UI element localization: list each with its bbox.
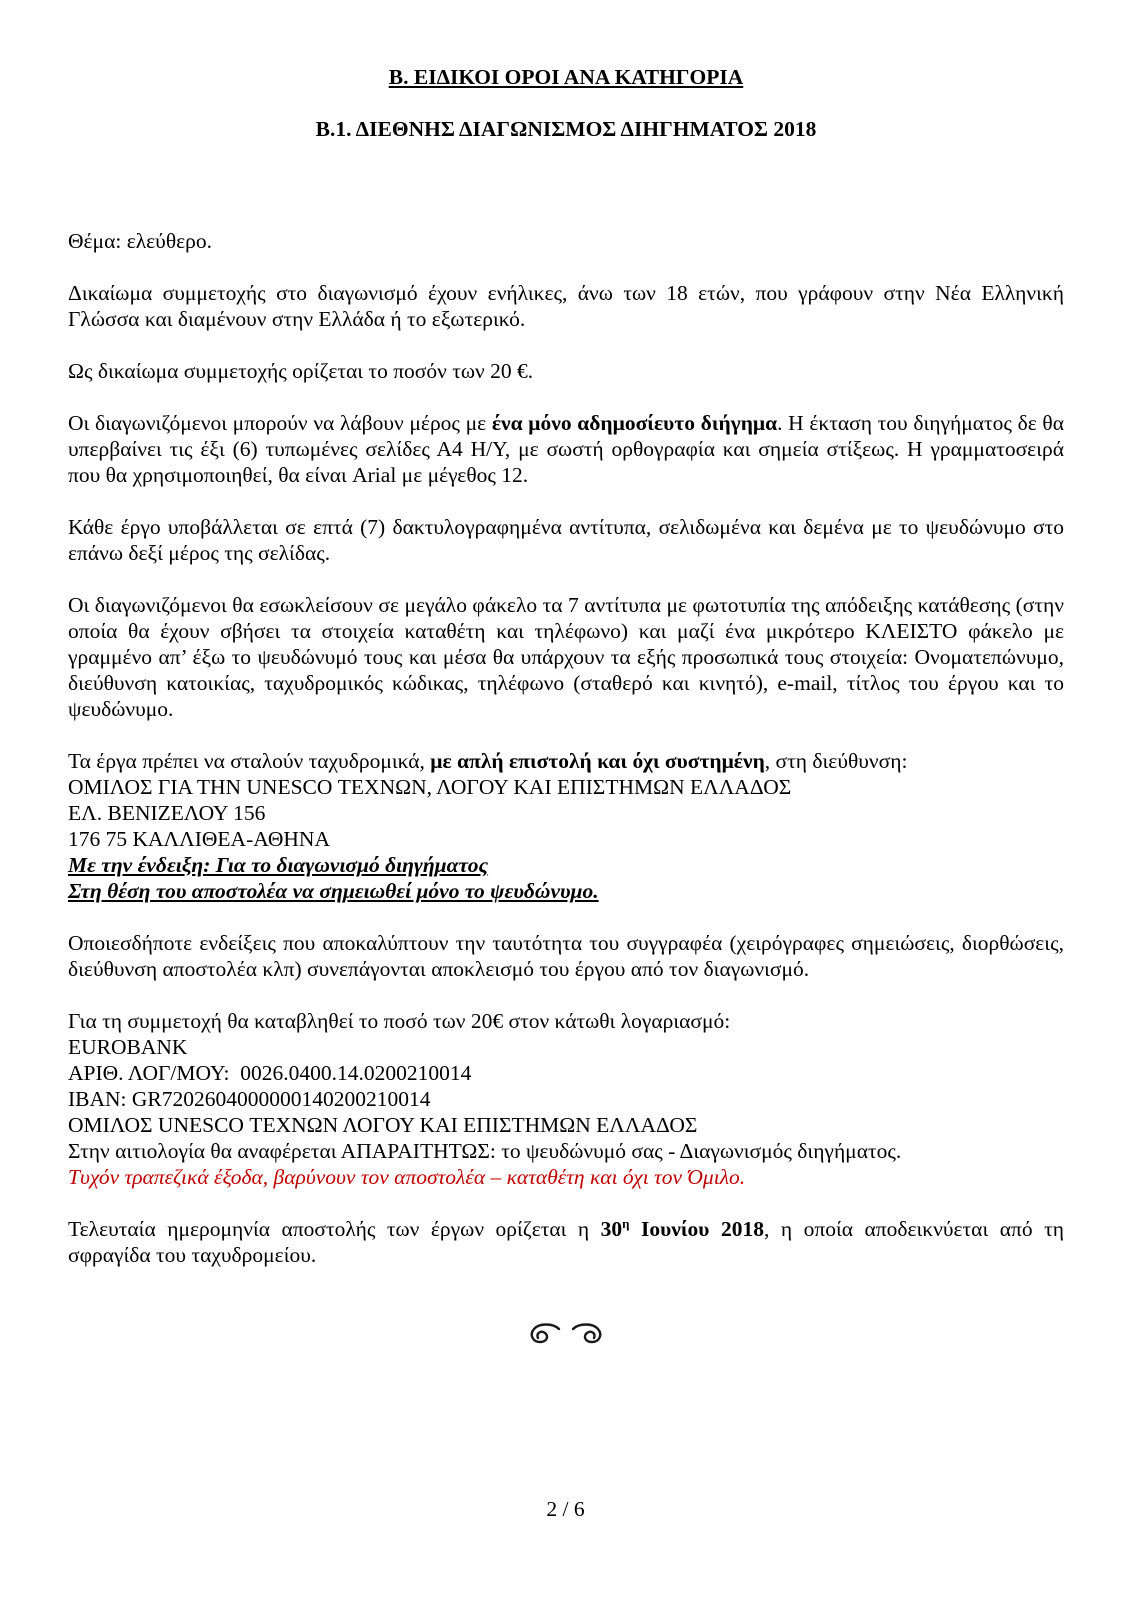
payment-reference-line [68,1138,1064,1164]
deadline-paragraph [68,1216,1064,1268]
text-run: η [622,1216,630,1231]
mailing-instruction-line [68,748,1064,774]
text-run: 176 75 ΚΑΛΛΙΘΕΑ-ΑΘΗΝΑ [68,827,330,851]
address-line-organization [68,774,1064,800]
text-run: ΑΡΙΘ. ΛΟΓ/ΜΟΥ: 0026.0400.14.0200210014 [68,1061,472,1085]
text-run: Β.1. ΔΙΕΘΝΗΣ ΔΙΑΓΩΝΙΣΜΟΣ ΔΙΗΓΗΜΑΤΟΣ 2018 [315,117,817,141]
text-run: Β. ΕΙΔΙΚΟΙ ΟΡΟΙ ΑΝΑ ΚΑΤΗΓΟΡΙΑ [388,65,744,89]
text-run: EUROBANK [68,1035,188,1059]
text-run: Τα έργα πρέπει να σταλούν ταχυδρομικά, [68,749,431,773]
text-run: Κάθε έργο υποβάλλεται σε επτά (7) δακτυλογραφημένα αντίτυπα, σελιδωμένα και δεμένα με το ψευδώνυμο στο επάνω δεξί μέρος της σελίδας. [68,515,1064,565]
text-run: Οι διαγωνιζόμενοι θα εσωκλείσουν σε μεγάλο φάκελο τα 7 αντίτυπα με φωτοτυπία της απόδειξης κατάθεσης (στην οποία θα έχουν σβήσει τα στοιχεία καταθέτη και τηλέφωνο) και μαζί ένα μικρότερο ΚΛΕΙΣΤΟ φάκελο με γραμμένο απ’ έξω το ψευδώνυμό τους και μέσα θα υπάρχουν τα εξής προσωπικά τους στοιχεία: Ονοματεπώνυμο, διεύθυνση κατοικίας, ταχυδρομικός κώδικας, τηλέφωνο (σταθερό και κινητό), e-mail, τίτλος του έργου και το ψευδώνυμο. [68,593,1064,721]
address-line-city [68,826,1064,852]
text-run: με απλή επιστολή και όχι συστημένη [430,749,765,773]
text-run: ένα μόνο αδημοσίευτο διήγημα [491,411,778,435]
payment-intro-line [68,1008,1064,1034]
text-run: , στη διεύθυνση: [764,749,908,773]
text-run: Δικαίωμα συμμετοχής στο διαγωνισμό έχουν ενήλικες, άνω των 18 ετών, που γράφουν στην Νέα Ελληνική Γλώσσα και διαμένουν στην Ελλάδα ή το εξωτερικό. [68,281,1064,331]
text-run: IBAN: GR7202604000000140200210014 [68,1087,431,1111]
copies-paragraph [68,514,1064,566]
account-number-line [68,1060,1064,1086]
page-number: 2 / 6 [546,1497,585,1521]
section-divider [0,1320,1131,1349]
text-run: . Η έκταση του διηγήματος δε θα υπερβαίνει τις έξι (6) τυπωμένες σελίδες Α4 Η/Υ, με σωστή ορθογραφία και σημεία στίξεως. Η γραμματοσειρά που θα χρησιμοποιηθεί, θα είναι Arial με μέγεθος 12. [68,411,1064,487]
section-title [68,116,1064,142]
address-line-street [68,800,1064,826]
text-run: ΟΜΙΛΟΣ ΓΙΑ ΤΗΝ UNESCO ΤΕΧΝΩΝ, ΛΟΓΟΥ ΚΑΙ ΕΠΙΣΤΗΜΩΝ ΕΛΛΑΔΟΣ [68,775,792,799]
fleuron-ornament-icon [527,1321,605,1349]
text-run: Με την ένδειξη: Για το διαγωνισμό διηγήματος [68,853,489,877]
text-run: Οι διαγωνιζόμενοι μπορούν να λάβουν μέρος με [68,411,492,435]
text-run: ΕΛ. ΒΕΝΙΖΕΛΟΥ 156 [68,801,266,825]
text-run: ΟΜΙΛΟΣ UNESCO ΤΕΧΝΩΝ ΛΟΓΟΥ ΚΑΙ ΕΠΙΣΤΗΜΩΝ ΕΛΛΑΔΟΣ [68,1113,698,1137]
bank-name-line [68,1034,1064,1060]
text-run: Στη θέση του αποστολέα να σημειωθεί μόνο το ψευδώνυμο. [68,879,599,903]
text-run: Στην αιτιολογία θα αναφέρεται ΑΠΑΡΑΙΤΗΤΩΣ: το ψευδώνυμό σας - Διαγωνισμός διηγήματος. [68,1139,902,1163]
text-run: Τελευταία ημερομηνία αποστολής των έργων ορίζεται η [68,1217,601,1241]
text-run: Για τη συμμετοχή θα καταβληθεί το ποσό των 20€ στον κάτωθι λογαριασμό: [68,1009,731,1033]
sender-note-line [68,878,1064,904]
fee-line [68,358,1064,384]
text-run: Τυχόν τραπεζικά έξοδα, βαρύνουν τον αποστολέα – καταθέτη και όχι τον Όμιλο. [68,1165,746,1189]
iban-line [68,1086,1064,1112]
entry-rules-paragraph [68,410,1064,488]
theme-line [68,228,1064,254]
envelope-paragraph [68,592,1064,722]
main-title [68,64,1064,90]
envelope-note-line [68,852,1064,878]
bank-fees-note-line [68,1164,1064,1190]
text-run: Ως δικαίωμα συμμετοχής ορίζεται το ποσόν των 20 €. [68,359,534,383]
text-run: Θέμα: ελεύθερο. [68,229,213,253]
document-blocks [68,64,1064,1268]
eligibility-paragraph [68,280,1064,332]
beneficiary-line [68,1112,1064,1138]
text-run: Ιουνίου 2018 [629,1217,764,1241]
text-run: 30 [600,1217,623,1241]
text-run: Οποιεσδήποτε ενδείξεις που αποκαλύπτουν την ταυτότητα του συγγραφέα (χειρόγραφες σημειώσεις, διορθώσεις, διεύθυνση αποστολέα κλπ) συνεπάγονται αποκλεισμό του έργου από τον διαγωνισμό. [68,931,1064,981]
disqualification-paragraph [68,930,1064,982]
text-run: , η οποία αποδεικνύεται από τη σφραγίδα του ταχυδρομείου. [68,1217,1064,1267]
